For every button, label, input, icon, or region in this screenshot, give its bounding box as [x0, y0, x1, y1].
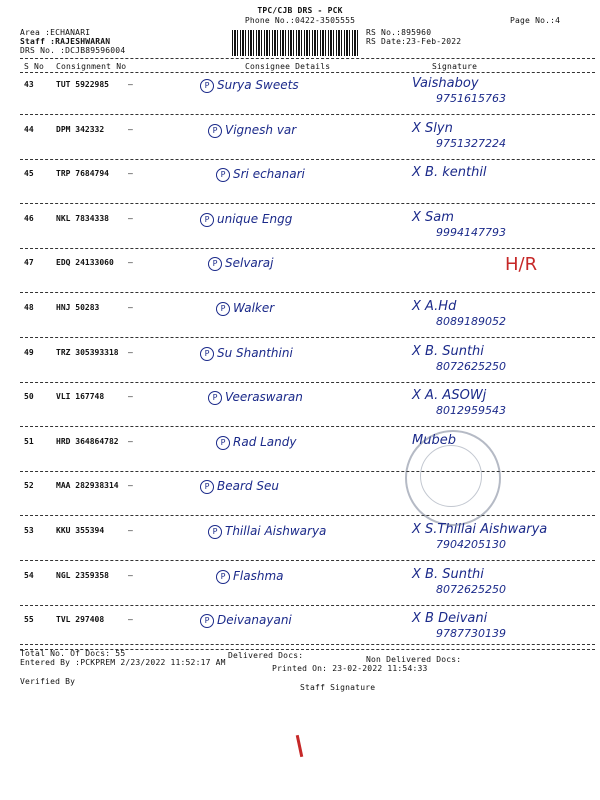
- signature: H/R: [505, 254, 538, 275]
- signature-phone: 8089189052: [436, 315, 506, 328]
- row-consignment-no: HRD 364864782: [56, 437, 119, 446]
- row-consignment-no: NGL 2359358: [56, 571, 109, 580]
- divider: [20, 649, 595, 650]
- row-consignment-no: KKU 355394: [56, 526, 105, 535]
- signature-phone: 8072625250: [436, 583, 506, 596]
- row-sno: 52: [24, 481, 34, 490]
- rs-date: RS Date:23-Feb-2022: [366, 37, 462, 46]
- row-consignment-no: EDQ 24133060: [56, 258, 114, 267]
- signature-phone: 7904205130: [436, 538, 506, 551]
- table-row: [20, 348, 595, 368]
- circle-p-mark: P: [208, 257, 222, 271]
- printed-on: Printed On: 23-02-2022 11:54:33: [272, 664, 428, 673]
- row-dash: —: [128, 481, 133, 490]
- signature-phone: 9994147793: [436, 226, 506, 239]
- table-row: [20, 80, 595, 100]
- circle-p-mark: P: [208, 391, 222, 405]
- row-dash: —: [128, 80, 133, 89]
- consignee-name: P Selvaraj: [208, 256, 273, 271]
- verified-by: Verified By: [20, 677, 76, 686]
- consignee-name: P Vignesh var: [208, 123, 296, 138]
- consignee-name: P Su Shanthini: [200, 346, 293, 361]
- table-row: [20, 392, 595, 412]
- col-consignment: Consignment No: [56, 62, 127, 71]
- row-consignment-no: TVL 297408: [56, 615, 105, 624]
- consignee-name: P Flashma: [216, 569, 284, 584]
- row-consignment-no: VLI 167748: [56, 392, 105, 401]
- staff-name: RAJESHWARAN: [55, 37, 111, 46]
- entered-by: Entered By :PCKPREM 2/23/2022 11:52:17 AM: [20, 658, 226, 667]
- consignee-name: P Deivanayani: [200, 613, 292, 628]
- row-dash: —: [128, 303, 133, 312]
- red-ink-stroke: [296, 735, 304, 757]
- circle-p-mark: P: [216, 168, 230, 182]
- circle-p-mark: P: [208, 124, 222, 138]
- consignee-name: P Beard Seu: [200, 479, 279, 494]
- divider: [20, 515, 595, 516]
- row-consignment-no: HNJ 50283: [56, 303, 100, 312]
- table-row: [20, 437, 595, 457]
- table-row: [20, 214, 595, 234]
- row-dash: —: [128, 258, 133, 267]
- divider: [20, 58, 595, 59]
- circle-p-mark: P: [216, 570, 230, 584]
- drs-number: DRS No. :DCJB89596004: [20, 46, 126, 55]
- document-title: TPC/CJB DRS - PCK: [257, 6, 343, 15]
- signature: Mubeb: [412, 433, 456, 448]
- row-consignment-no: TRP 7684794: [56, 169, 109, 178]
- consignee-name: P unique Engg: [200, 212, 292, 227]
- col-signature: Signature: [432, 62, 478, 71]
- row-dash: —: [128, 214, 133, 223]
- divider: [20, 471, 595, 472]
- signature: X B. kenthil: [412, 165, 487, 180]
- row-consignment-no: TRZ 305393318: [56, 348, 119, 357]
- divider: [20, 426, 595, 427]
- circle-p-mark: P: [216, 302, 230, 316]
- row-dash: —: [128, 571, 133, 580]
- staff-signature-label: Staff Signature: [300, 683, 376, 692]
- delivery-stamp-inner: [420, 445, 482, 507]
- signature: X B Deivani: [412, 611, 488, 626]
- area-label: Area :ECHANARI: [20, 28, 91, 37]
- circle-p-mark: P: [200, 213, 214, 227]
- row-consignment-no: DPM 342332: [56, 125, 105, 134]
- table-row: [20, 125, 595, 145]
- signature: Vaishaboy: [412, 76, 479, 91]
- row-dash: —: [128, 526, 133, 535]
- signature: X B. Sunthi: [412, 567, 484, 582]
- circle-p-mark: P: [200, 614, 214, 628]
- col-sno: S No: [24, 62, 45, 71]
- divider: [20, 72, 595, 73]
- divider: [20, 292, 595, 293]
- consignee-name: P Veeraswaran: [208, 390, 303, 405]
- table-row: [20, 571, 595, 591]
- row-dash: —: [128, 392, 133, 401]
- row-sno: 55: [24, 615, 34, 624]
- row-sno: 48: [24, 303, 34, 312]
- divider: [20, 605, 595, 606]
- divider: [20, 382, 595, 383]
- row-sno: 54: [24, 571, 34, 580]
- circle-p-mark: P: [200, 79, 214, 93]
- row-dash: —: [128, 125, 133, 134]
- row-sno: 46: [24, 214, 34, 223]
- row-consignment-no: MAA 282938314: [56, 481, 119, 490]
- signature-phone: 8012959543: [436, 404, 506, 417]
- non-delivered-docs: Non Delivered Docs:: [366, 655, 462, 664]
- signature: X A.Hd: [412, 299, 457, 314]
- barcode: [232, 30, 360, 56]
- table-row: [20, 169, 595, 189]
- rs-number: RS No.:895960: [366, 28, 432, 37]
- signature-phone: 9787730139: [436, 627, 506, 640]
- divider: [20, 644, 595, 645]
- row-dash: —: [128, 169, 133, 178]
- row-sno: 44: [24, 125, 34, 134]
- row-consignment-no: TUT 5922985: [56, 80, 109, 89]
- row-dash: —: [128, 437, 133, 446]
- signature: X Slyn: [412, 121, 453, 136]
- row-sno: 45: [24, 169, 34, 178]
- divider: [20, 203, 595, 204]
- row-sno: 53: [24, 526, 34, 535]
- consignee-name: P Walker: [216, 301, 274, 316]
- table-row: [20, 481, 595, 501]
- row-sno: 43: [24, 80, 34, 89]
- row-sno: 49: [24, 348, 34, 357]
- circle-p-mark: P: [216, 436, 230, 450]
- total-docs: Total No. Of Docs: 55: [20, 649, 126, 658]
- signature: X S.Thillai Aishwarya: [412, 522, 548, 537]
- row-sno: 50: [24, 392, 34, 401]
- signature: X Sam: [412, 210, 454, 225]
- divider: [20, 159, 595, 160]
- signature: X B. Sunthi: [412, 344, 484, 359]
- divider: [20, 114, 595, 115]
- signature: X A. ASOWj: [412, 388, 487, 403]
- signature-phone: 9751615763: [436, 92, 506, 105]
- circle-p-mark: P: [208, 525, 222, 539]
- delivered-docs: Delivered Docs:: [228, 651, 304, 660]
- col-details: Consignee Details: [245, 62, 331, 71]
- consignee-name: P Sri echanari: [216, 167, 305, 182]
- consignee-name: P Surya Sweets: [200, 78, 299, 93]
- phone-number: Phone No.:0422-3505555: [244, 16, 356, 25]
- row-dash: —: [128, 348, 133, 357]
- circle-p-mark: P: [200, 347, 214, 361]
- consignee-name: P Thillai Aishwarya: [208, 524, 326, 539]
- divider: [20, 560, 595, 561]
- table-row: [20, 303, 595, 323]
- divider: [20, 337, 595, 338]
- row-dash: —: [128, 615, 133, 624]
- divider: [20, 248, 595, 249]
- staff-label: Staff :: [20, 37, 56, 46]
- circle-p-mark: P: [200, 480, 214, 494]
- row-consignment-no: NKL 7834338: [56, 214, 109, 223]
- consignee-name: P Rad Landy: [216, 435, 297, 450]
- page-number: Page No.:4: [510, 16, 561, 25]
- signature-phone: 8072625250: [436, 360, 506, 373]
- signature-phone: 9751327224: [436, 137, 506, 150]
- table-row: [20, 615, 595, 635]
- row-sno: 51: [24, 437, 34, 446]
- row-sno: 47: [24, 258, 34, 267]
